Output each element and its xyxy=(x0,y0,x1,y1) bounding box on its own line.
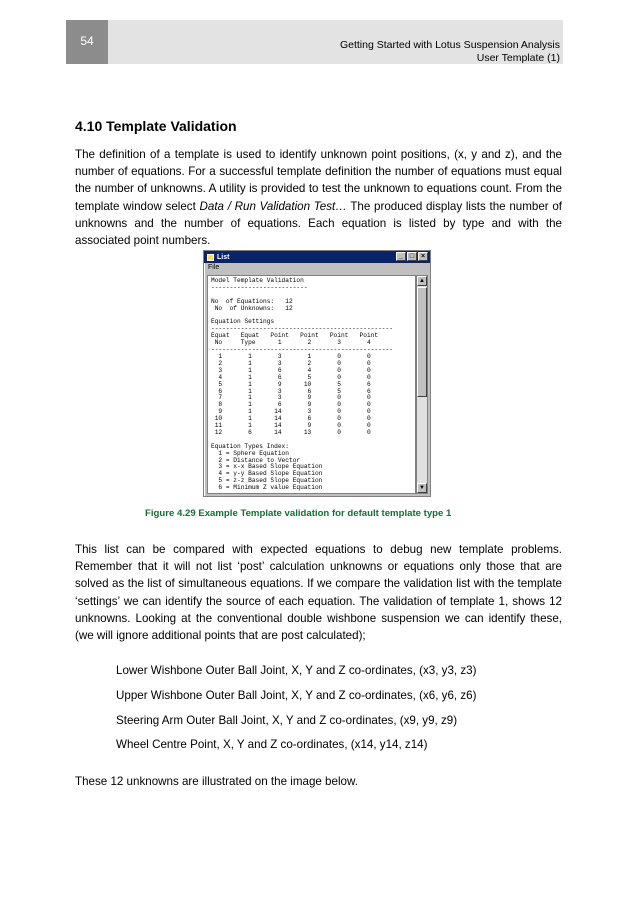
intro-text-before: The definition of a template is used to identify unknown point positions, (x, y and z), and the number of equations. For a successful template definition the number of equations must equal the number of unknowns. A utility is provided to test the unknown to equations count. From the template window select xyxy=(75,148,562,213)
maximize-icon: □ xyxy=(407,252,417,261)
page-number: 54 xyxy=(66,20,108,64)
body-paragraph: This list can be compared with expected equations to debug new template problems. Remember that it will not list ‘post’ calculation unknowns or equations only those that are solved as the list of simultaneous equations. If we compare the validation list with the template ‘settings’ we can identify the source of each equation. The validation of template 1, shows 12 unknowns. Looking at the conventional double wishbone suspension we can identify these, (we will ignore additional points that are post calculated); xyxy=(75,543,562,643)
unknown-item: Lower Wishbone Outer Ball Joint, X, Y and Z co-ordinates, (x3, y3, z3) xyxy=(116,664,477,677)
scroll-up-icon: ▲ xyxy=(417,276,427,286)
unknown-item: Upper Wishbone Outer Ball Joint, X, Y and Z co-ordinates, (x6, y6, z6) xyxy=(116,689,477,702)
figure-caption: Figure 4.29 Example Template validation for default template type 1 xyxy=(145,508,452,519)
window-menu-file: File xyxy=(208,264,220,271)
running-header xyxy=(340,39,560,65)
unknown-item: Steering Arm Outer Ball Joint, X, Y and Z co-ordinates, (x9, y9, z9) xyxy=(116,714,458,727)
window-scrollbar xyxy=(416,275,428,494)
window-list-content xyxy=(207,275,416,494)
closing-sentence: These 12 unknowns are illustrated on the image below. xyxy=(75,775,358,788)
running-header-line1: Getting Started with Lotus Suspension Analysis xyxy=(339,39,560,51)
minimize-icon: _ xyxy=(396,252,406,261)
window-title: List xyxy=(217,253,230,261)
menu-path: Data / Run Validation Test… xyxy=(199,199,347,213)
window-titlebar xyxy=(204,251,430,263)
intro-paragraph xyxy=(75,146,562,249)
intro-text-after: The produced display lists the number of unknowns and the number of equations. Each equation is listed by type and with the associated point numbers. xyxy=(75,199,562,248)
scroll-down-icon: ▼ xyxy=(417,483,427,493)
validation-output: Model Template Validation -------------------------- No of Equations: 12 No of Unknowns: 12 Equation Settings ------------------------------------------------- Equat Equat Point Point Point Point No Type 1 2 3 4 ------------------------------------------------- 1 1 3 1 0 0 2 1 3 2 0 0 3 1 6 4 0 0 4 1 6 5 0 0 5 1 9 10 5 6 6 1 3 6 5 6 7 1 3 9 0 0 8 1 6 9 0 0 9 1 14 3 0 0 10 1 14 6 0 0 11 1 14 9 0 0 12 6 14 13 0 0 Equation Types Index: 1 = Sphere Equation 2 = Distance to Vector 3 = x-x Based Slope Equation 4 = y-y Based Slope Equation 5 = z-z Based Slope Equation 6 = Minimum Z value Equation xyxy=(211,277,393,492)
window-app-icon xyxy=(207,254,214,261)
scroll-thumb xyxy=(417,287,427,397)
running-header-line2: User Template (1) xyxy=(476,52,560,64)
unknown-item: Wheel Centre Point, X, Y and Z co-ordinates, (x14, y14, z14) xyxy=(116,738,428,751)
close-icon: × xyxy=(418,252,428,261)
section-heading: 4.10 Template Validation xyxy=(75,118,237,134)
window-controls xyxy=(396,252,428,261)
list-window-screenshot xyxy=(203,250,431,497)
